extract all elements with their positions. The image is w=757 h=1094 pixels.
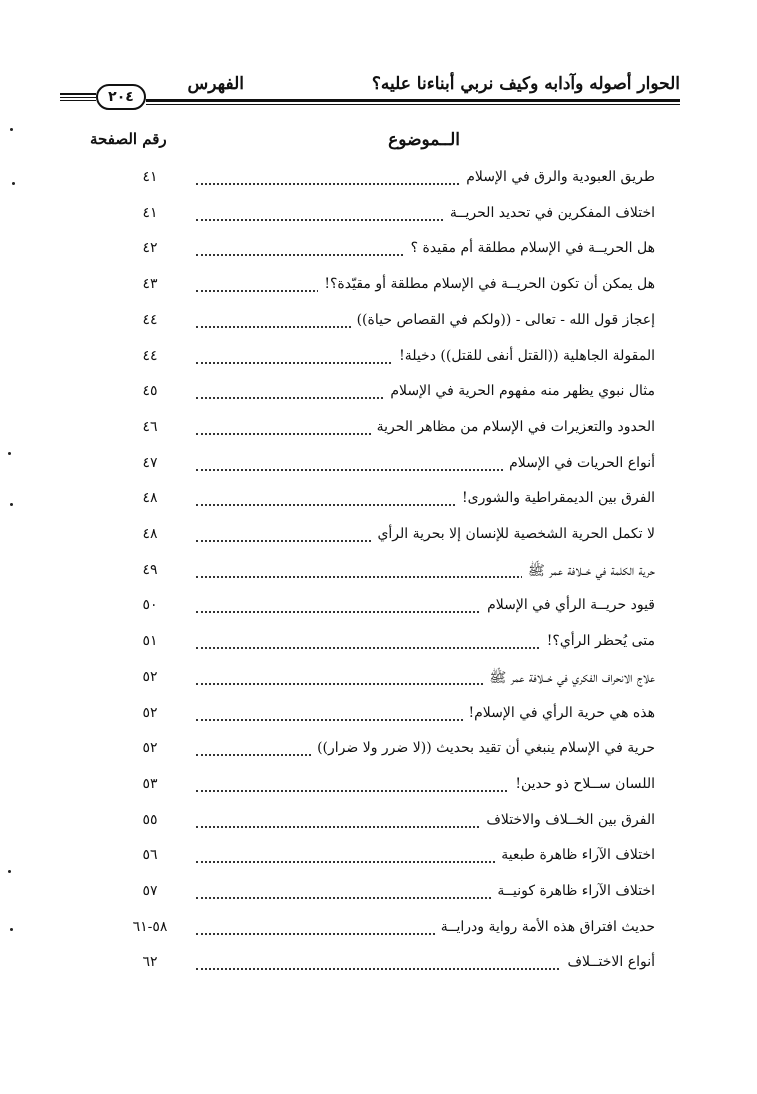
toc-entry-title: حديث افتراق هذه الأمة رواية ودرايــة — [435, 919, 655, 935]
toc-entry-page: ٤٨ — [142, 526, 158, 542]
scan-mark — [12, 182, 15, 185]
toc-entry — [110, 308, 655, 342]
page-column-heading: رقم الصفحة — [90, 130, 167, 148]
toc-entry-title: هل يمكن أن تكون الحريــة في الإسلام مطلقة أو مقيّدة؟! — [318, 276, 655, 292]
toc-entry-page: ٤٦ — [142, 419, 158, 435]
toc-entry-page: ٤٥ — [142, 383, 158, 399]
toc-entry-page: ٤٤ — [142, 312, 158, 328]
toc-entry-page: ٤٩ — [142, 562, 158, 578]
toc-entry-page: ٤٢ — [142, 240, 158, 256]
header-rule — [146, 99, 680, 102]
toc-entry-title: الفرق بين الديمقراطية والشورى! — [456, 490, 655, 506]
toc-entry-page: ٤٨ — [142, 490, 158, 506]
toc-entry-page: ٤١ — [142, 205, 158, 221]
toc-entry — [110, 701, 655, 735]
toc-entry — [110, 558, 655, 592]
toc-entry — [110, 201, 655, 235]
toc-entry — [110, 486, 655, 520]
toc-entry — [110, 593, 655, 627]
toc-entry — [110, 915, 655, 949]
toc-entry-title: متى يُحظر الرأي؟! — [541, 633, 655, 649]
running-header — [60, 72, 680, 122]
toc-entry — [110, 879, 655, 913]
toc-entry-page: ٥٥ — [142, 812, 158, 828]
header-rule-left — [60, 97, 96, 98]
toc-entry — [110, 451, 655, 485]
toc-entry — [110, 379, 655, 413]
toc-entry-title: اختلاف المفكرين في تحديد الحريــة — [444, 205, 655, 221]
toc-entry-title: الحدود والتعزيرات في الإسلام من مظاهر الحرية — [371, 419, 655, 435]
toc-entry — [110, 808, 655, 842]
toc-entry-title: طريق العبودية والرق في الإسلام — [460, 169, 655, 185]
toc-entry — [110, 344, 655, 378]
toc-entry-page: ٤٤ — [142, 348, 158, 364]
toc-entry — [110, 950, 655, 984]
page-number-badge: ٢٠٤ — [96, 84, 146, 110]
toc-entry-page: ٥٠ — [142, 597, 158, 613]
toc-entry-page: ٥٨-٦١ — [132, 919, 168, 935]
scan-mark — [8, 870, 11, 873]
toc-entry — [110, 843, 655, 877]
scan-mark — [10, 928, 13, 931]
toc-entry-page: ٥٦ — [142, 847, 158, 863]
toc-entry-page: ٥١ — [142, 633, 158, 649]
section-title: الفهرس — [187, 74, 244, 94]
toc-entry-page: ٥٢ — [142, 705, 158, 721]
toc-entry — [110, 629, 655, 663]
column-headings — [60, 130, 660, 160]
scan-mark — [8, 452, 11, 455]
scan-mark — [10, 128, 13, 131]
toc-entry-title: علاج الانحراف الفكري في خــلافة عمر ﷺ — [483, 669, 655, 689]
toc-entry — [110, 415, 655, 449]
header-rule-thin — [146, 104, 680, 105]
toc-entry-title: إعجاز قول الله - تعالى - ((ولكم في القصاص حياة)) — [351, 312, 655, 328]
toc-entry — [110, 236, 655, 270]
toc-entry-page: ٦٢ — [142, 954, 158, 970]
toc-entry — [110, 522, 655, 556]
toc-entry-title: اللسان ســلاح ذو حدين! — [509, 776, 655, 792]
toc-entry-title: اختلاف الآراء ظاهرة كونيــة — [491, 883, 655, 899]
subject-column-heading: الــموضوع — [388, 130, 460, 150]
toc-entry-title: حرية في الإسلام ينبغي أن تقيد بحديث ((لا ضرر ولا ضرار)) — [311, 740, 655, 756]
toc-entry-title: لا تكمل الحرية الشخصية للإنسان إلا بحرية الرأي — [371, 526, 655, 542]
toc-entry-page: ٥٧ — [142, 883, 158, 899]
toc-entry-page: ٤١ — [142, 169, 158, 185]
toc-entry-page: ٥٢ — [142, 669, 158, 685]
header-rule-left — [60, 93, 96, 95]
toc-entry-title: المقولة الجاهلية ((القتل أنفى للقتل)) دخيلة! — [393, 348, 655, 364]
toc-entry-title: هذه هي حرية الرأي في الإسلام! — [463, 705, 656, 721]
toc-entry-title: أنواع الحريات في الإسلام — [503, 455, 655, 471]
toc-entry-page: ٥٢ — [142, 740, 158, 756]
toc-entry-title: اختلاف الآراء ظاهرة طبعية — [495, 847, 655, 863]
toc-entry-title: قيود حريــة الرأي في الإسلام — [481, 597, 655, 613]
toc-entry-title: الفرق بين الخــلاف والاختلاف — [480, 812, 655, 828]
toc-entry — [110, 272, 655, 306]
scan-mark — [10, 503, 13, 506]
toc-entry-page: ٤٧ — [142, 455, 158, 471]
header-rule-left — [60, 100, 96, 101]
toc-entry-page: ٥٣ — [142, 776, 158, 792]
toc-entry — [110, 772, 655, 806]
toc-entry — [110, 736, 655, 770]
toc-entry — [110, 165, 655, 199]
toc-entry — [110, 665, 655, 699]
toc-entry-title: حرية الكلمة في خــلافة عمر ﷺ — [522, 562, 655, 582]
toc-entry-title: أنواع الاختــلاف — [561, 954, 655, 970]
toc-entry-title: هل الحريــة في الإسلام مطلقة أم مقيدة ؟ — [405, 240, 655, 256]
toc-entry-page: ٤٣ — [142, 276, 158, 292]
toc-entry-title: مثال نبوي يظهر منه مفهوم الحرية في الإسلام — [384, 383, 655, 399]
book-title: الحوار أصوله وآدابه وكيف نربي أبناءنا عليه؟ — [371, 74, 680, 94]
